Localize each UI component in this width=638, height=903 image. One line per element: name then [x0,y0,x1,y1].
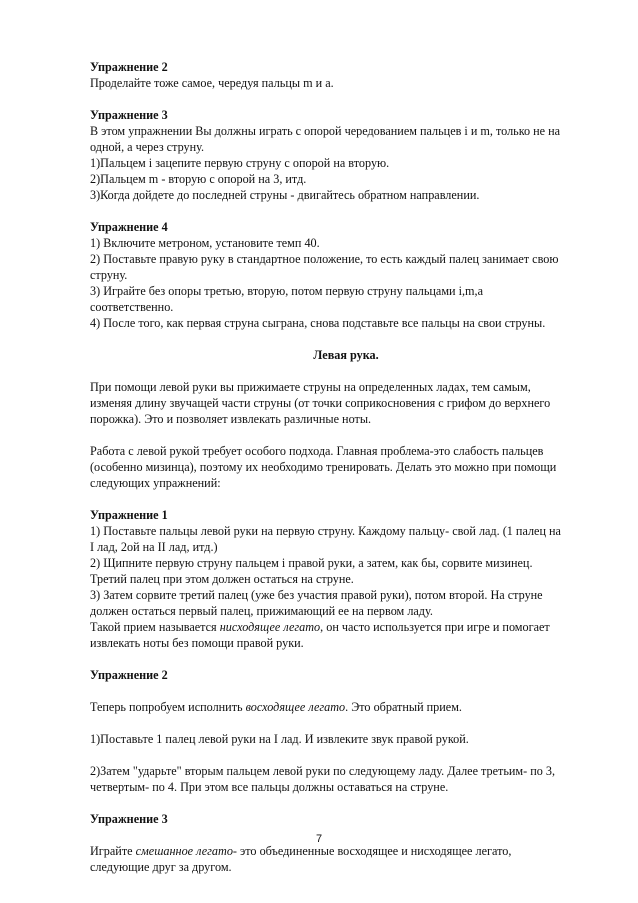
text-line: 1) Включите метроном, установите темп 40. [90,236,320,250]
text-line: 2)Пальцем m - вторую с опорой на 3, итд. [90,172,307,186]
text-line: следующие друг за другом. [90,860,232,874]
exercise-1-left-hand [90,507,602,651]
text-run: Играйте [90,844,136,858]
exercise-3-right-hand [90,107,602,203]
exercise-heading: Упражнение 3 [90,108,168,122]
text-run: - это объединенные восходящее и нисходящее легато, [232,844,512,858]
exercise-2-right-hand [90,59,602,91]
text-line [90,619,602,635]
exercise-heading: Упражнение 2 [90,668,168,682]
exercise-2-left-hand-step-1 [90,731,602,747]
exercise-3-left-hand-text [90,843,602,875]
text-line: соответственно. [90,300,174,314]
text-line: 2) Щипните первую струну пальцем i правой руки, а затем, как бы, сорвите мизинец. [90,556,533,570]
text-line: 1) Поставьте пальцы левой руки на первую струну. Каждому пальцу- свой лад. (1 палец на [90,524,561,538]
text-run: , он часто используется при игре и помогает [320,620,550,634]
text-line: четвертым- по 4. При этом все пальцы должны оставаться на струне. [90,780,449,794]
section-title: Левая рука. [313,348,379,362]
page-number: 7 [315,833,323,845]
text-line: 1)Поставьте 1 палец левой руки на I лад. И извлеките звук правой рукой. [90,732,469,746]
text-line: 1)Пальцем i зацепите первую струну с опорой на вторую. [90,156,390,170]
emphasis-term: смешанное легато [135,844,233,858]
text-line: 4) После того, как первая струна сыграна, снова подставьте все пальцы на свои струны. [90,316,546,330]
text-run: Такой прием называется [90,620,220,634]
emphasis-term: восходящее легато [245,700,346,714]
exercise-3-left-hand-heading [90,811,602,827]
exercise-heading: Упражнение 3 [90,812,168,826]
text-line: порожка). Это и позволяет извлекать различные ноты. [90,412,372,426]
text-run: . Это обратный прием. [345,700,462,714]
exercise-2-left-hand-intro [90,699,602,715]
text-line: Работа с левой рукой требует особого подхода. Главная проблема-это слабость пальцев [90,444,544,458]
exercise-2-left-hand-heading [90,667,602,683]
text-line: одной, а через струну. [90,140,205,154]
text-line: 3)Когда дойдете до последней струны - двигайтесь обратном направлении. [90,188,480,202]
text-line: При помощи левой руки вы прижимаете струны на определенных ладах, тем самым, [90,380,531,394]
exercise-heading: Упражнение 4 [90,220,168,234]
text-line: 3) Затем сорвите третий палец (уже без участия правой руки), потом второй. На струне [90,588,543,602]
text-line: Третий палец при этом должен остаться на струне. [90,572,354,586]
text-line: В этом упражнении Вы должны играть с опорой чередованием пальцев i и m, только не на [90,124,561,138]
text-line: должен остаться первый палец, прижимающий ее на первом ладу. [90,604,433,618]
page-content [90,59,602,891]
text-line: 3) Играйте без опоры третью, вторую, потом первую струну пальцами i,m,a [90,284,483,298]
exercise-4-right-hand [90,219,602,331]
text-line: I лад, 2ой на II лад, итд.) [90,540,218,554]
text-line: 2)Затем "ударьте" вторым пальцем левой руки по следующему ладу. Далее третьим- по 3, [90,764,556,778]
text-line: следующих упражнений: [90,476,221,490]
text-line [90,699,602,715]
text-line: изменяя длину звучащей части струны (от точки соприкосновения с грифом до верхнего [90,396,551,410]
exercise-text: Проделайте тоже самое, чередуя пальцы m и а. [90,76,334,90]
text-line: 2) Поставьте правую руку в стандартное положение, то есть каждый палец занимает свою [90,252,559,266]
section-title-block [90,347,602,363]
exercise-heading: Упражнение 2 [90,60,168,74]
intro-paragraph [90,379,602,427]
exercise-heading: Упражнение 1 [90,508,168,522]
work-paragraph [90,443,602,491]
text-line: струну. [90,268,128,282]
text-line: (особенно мизинца), поэтому их необходимо тренировать. Делать это можно при помощи [90,460,557,474]
text-run: Теперь попробуем исполнить [90,700,246,714]
text-line: извлекать ноты без помощи правой руки. [90,636,304,650]
emphasis-term: нисходящее легато [219,620,321,634]
text-line [90,843,602,859]
exercise-2-left-hand-step-2 [90,763,602,795]
